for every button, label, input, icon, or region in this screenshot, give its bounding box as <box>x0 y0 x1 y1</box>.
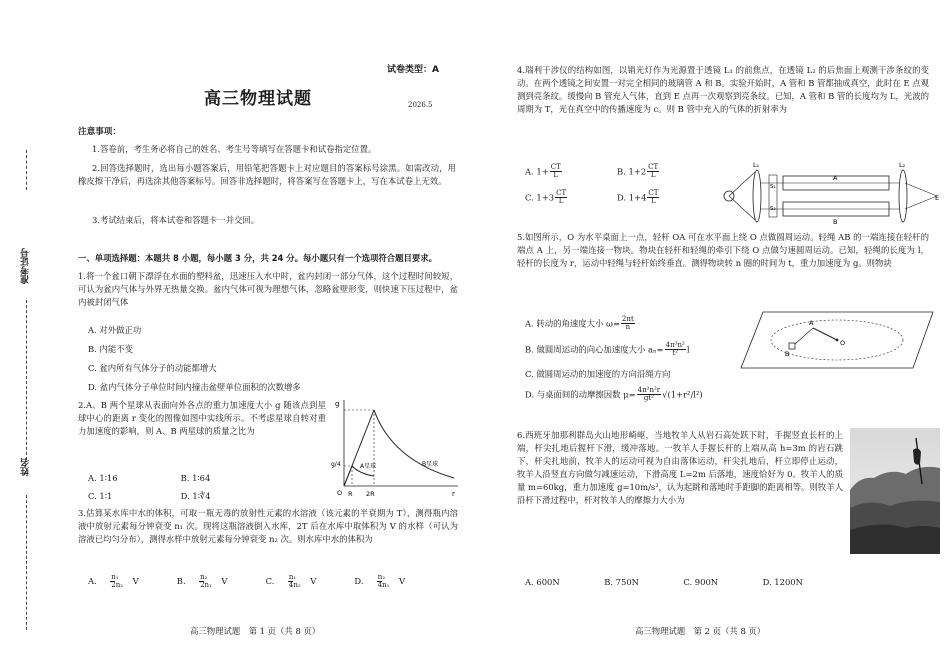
question-3-stem: 3.估算某水库中水的体积，可取一瓶无毒的放射性元素的水溶液（该元素的半衰期为 T），测得瓶内溶液中放射元素每分钟衰变 n₁ 次。现将这瓶溶液倒入水库，2T 后在水库中取体积为 V 的水样（可认为溶液已均匀分布），测得水样中放射元素每分钟衰变 n₂ 次。则水库中水的体积为 <box>78 508 458 545</box>
r-axis-label: r <box>452 490 455 498</box>
divider <box>26 495 27 630</box>
tube-b-label: B <box>833 218 838 226</box>
q5-option-d <box>525 387 785 413</box>
section-heading: 一、单项选择题：本题共 8 小题，每小题 3 分，共 24 分。每小题只有一个选项符合题目要求。 <box>78 253 438 263</box>
ray <box>905 194 940 209</box>
divider <box>26 150 27 190</box>
fraction-denominator: n <box>625 323 631 332</box>
b-planet-label: B星球 <box>422 461 439 468</box>
notice-heading: 注意事项： <box>78 127 121 137</box>
fraction-denominator: 2n₁ <box>200 581 212 590</box>
q1-option-a: A. 对外做正功 <box>88 325 142 335</box>
tube-a-label: A <box>833 174 838 182</box>
notice-item: 2.回答选择题时，选出每小题答案后，用铅笔把答题卡上对应题目的答案标号涂黑。如需改动，用橡皮擦干净后，再选涂其他答案标号。回答非选择题时，将答案写在答题卡上，写在本试卷上无效。 <box>78 163 456 187</box>
student-info-strip <box>12 150 42 630</box>
option-suffix: l <box>686 344 690 355</box>
ray <box>729 196 755 220</box>
notice-item: 1.答卷前，考生务必将自己的姓名、考生号等填写在答题卡和试卷指定位置。 <box>92 144 377 154</box>
q3-option-a <box>88 574 177 590</box>
page-footer: 高三物理试题 第 2 页（共 8 页） <box>635 626 766 636</box>
option-text: A. 转动的角速度大小 ω= <box>525 318 620 329</box>
pivot-o <box>836 339 839 342</box>
lens-l2-label: L₂ <box>899 161 906 169</box>
fraction-numerator: 4π²n² <box>665 341 685 349</box>
option-suffix: V <box>221 576 228 587</box>
fraction <box>637 387 662 403</box>
q6-option-d: D. 1200N <box>762 577 803 587</box>
q2-options-row1 <box>88 472 328 485</box>
option-prefix: A. 1+ <box>525 166 549 177</box>
lens-l1 <box>753 170 761 222</box>
fraction-numerator: 4π²n²r <box>637 386 661 394</box>
q1-option-c: C. 盆内所有气体分子的动能都增大 <box>88 363 217 373</box>
fraction-denominator: gt² <box>643 394 654 403</box>
q6-option-a: A. 600N <box>525 577 560 587</box>
option-prefix: A. <box>88 576 97 587</box>
shepherd-figure <box>913 448 921 464</box>
fraction-denominator: L <box>651 197 656 206</box>
option-text: B. 做圆周运动的向心加速度大小 aₙ= <box>525 344 664 355</box>
block <box>789 343 795 349</box>
question-1-stem: 1.将一个盆口朝下漂浮在水面的塑料盆，迅速压入水中时，盆内封闭一部分气体，这个过程时间较短，可认为盆内气体与外界无热量交换。盆内气体可视为理想气体，忽略盆壁形变，则快速下压过程中，盆内被封闭气体 <box>78 271 458 308</box>
q2-option-c: C. 1∶1 <box>88 491 113 501</box>
q4-option-c <box>525 190 617 216</box>
fraction <box>647 164 659 180</box>
page-title: 高三物理试题 <box>204 89 312 109</box>
question-2-stem: 2.A、B 两个星球从表面向外各点的重力加速度大小 g 随该点到星球中心的距离 r 变化的图像如图中实线所示。不考虑星球自转对重力加速度的影响，则 A、B 两星球的质量之比为 <box>78 400 326 437</box>
q5-table-diagram <box>737 304 937 376</box>
name-label: 姓名 <box>21 458 31 476</box>
rod-oa <box>813 328 837 340</box>
ray <box>729 172 755 196</box>
q6-option-b: B. 750N <box>604 577 639 587</box>
point-e-label: E <box>935 194 940 202</box>
question-6-stem: 6.西班牙加那利群岛火山地形崎岖，当地牧羊人从岩石高处跃下时，手握竖直长杆的上端，杆尖扎地后握杆下滑，缓冲落地。一牧羊人手握长杆的上端从高 h=3m 的岩石跳下，杆尖扎地前，牧羊人的运动可视为自由落体运动，杆尖扎地后，杆立即停止运动，牧羊人沿竖直方向做匀减速运动，下滑高度 L=2m 后落地，速度恰好为 0。牧羊人的质量 m=60kg，重力加速度 g=10m/s²，认为起跳和落地时手距脚的距离相等。则牧羊人沿杆下滑过程中，杆对牧羊人的摩擦力大小为 <box>517 430 843 506</box>
fraction <box>199 574 220 590</box>
exam-date: 2026.5 <box>408 101 433 109</box>
r-tick-1: R <box>348 490 353 498</box>
fraction-denominator: 2n₂ <box>111 581 124 590</box>
q2-option-a: A. 1∶16 <box>88 473 118 483</box>
q1-option-b: B. 内能不变 <box>88 344 133 354</box>
q4-option-d <box>617 190 709 216</box>
exam-id-label: 准考证号 <box>21 248 31 284</box>
q4-option-a <box>525 164 617 190</box>
r-tick-2: 2R <box>366 490 375 498</box>
fraction-numerator: n₂ <box>377 573 386 581</box>
fraction-numerator: CT <box>648 189 659 197</box>
point-o-label: O <box>840 339 846 347</box>
b-planet-outer-curve <box>374 410 454 478</box>
fraction-numerator: CT <box>648 163 659 171</box>
fraction <box>555 190 567 206</box>
slit-s2-label: S₂ <box>770 206 776 212</box>
lens-l2 <box>899 170 907 222</box>
q3-option-b <box>177 574 266 590</box>
a-planet-inner-line <box>344 466 352 486</box>
q6-options <box>525 576 855 589</box>
fraction-denominator: L <box>553 171 559 180</box>
paper-type: 试卷类型：A <box>387 65 439 75</box>
fraction-numerator: CT <box>550 163 561 171</box>
point-b-label: B <box>785 350 790 358</box>
fraction-denominator: 4n₁ <box>377 581 390 590</box>
fraction <box>550 164 562 180</box>
fraction-denominator: t² <box>672 349 679 358</box>
q4-interferometer-diagram <box>715 158 945 228</box>
fraction <box>665 342 686 358</box>
fraction-denominator: L <box>650 171 656 180</box>
q2-graph <box>330 396 462 500</box>
q3-option-d <box>354 574 443 590</box>
fraction-numerator: n₁ <box>288 573 297 581</box>
fraction <box>288 574 309 590</box>
q3-option-c <box>266 574 355 590</box>
fraction <box>110 574 131 590</box>
fraction-numerator: CT <box>556 189 567 197</box>
ray <box>905 183 937 196</box>
page-footer: 高三物理试题 第 1 页（共 8 页） <box>190 626 321 636</box>
fraction-numerator: n₁ <box>111 573 119 581</box>
fraction-numerator: n₂ <box>200 573 208 581</box>
option-suffix: V <box>132 576 139 587</box>
fraction-denominator: L <box>558 197 564 206</box>
fraction <box>647 190 659 206</box>
foreground-brush <box>850 524 940 554</box>
option-suffix: √(1+r²/l²) <box>662 389 703 400</box>
q2-option-b: B. 1∶64 <box>180 473 211 483</box>
option-text: D. 与桌面间的动摩擦因数 μ= <box>525 389 636 400</box>
rope-ab <box>795 328 813 344</box>
option-suffix: V <box>310 576 317 587</box>
option-prefix: D. 1+4 <box>617 192 647 203</box>
fraction <box>377 574 398 590</box>
notice-item: 3.考试结束后，将本试卷和答题卡一并交回。 <box>92 215 260 225</box>
g-quarter-label: g/4 <box>331 461 341 468</box>
origin-label: O <box>337 489 343 497</box>
point-a-label: A <box>809 319 814 327</box>
fraction <box>621 316 635 332</box>
option-prefix: C. 1+3 <box>525 192 555 203</box>
option-prefix: D. <box>354 576 364 587</box>
question-5-stem: 5.如图所示，O 为水平桌面上一点，轻杆 OA 可在水平面上绕 O 点做圆周运动。轻绳 AB 的一端连接在轻杆的端点 A 上，另一端连接一物块。物块在轻杆和轻绳的牵引下绕 O 点做匀速圆周运动。已知，轻绳的长度为 l，轻杆的长度为 r，运动中轻绳与轻杆始终垂直。测得物块转 n 圈的时间为 t，重力加速度为 g。则物块 <box>517 232 929 269</box>
option-text: C. 做圆周运动的加速度的方向沿绳方向 <box>525 369 671 379</box>
q3-options <box>88 574 458 590</box>
option-prefix: B. <box>176 576 186 587</box>
q2-option-d: D. 1∶∜4 <box>180 491 211 501</box>
g-axis-label: g <box>335 400 340 408</box>
page-2 <box>475 0 950 663</box>
q4-options <box>525 164 725 216</box>
divider <box>26 300 27 460</box>
option-prefix: C. <box>265 576 275 587</box>
lens-l1-label: L₁ <box>753 161 760 169</box>
question-4-stem: 4.瑞利干涉仪的结构如图，以销光灯作为光源置于透镜 L₁ 的前焦点，在透镜 L₂ 的后焦面上观测干涉条纹的变动。在两个透镜之间安置一对完全相同的玻璃管 A 和 B。实验开始时，A 管和 B 管都抽成真空，此时在 E 点观测到亮条纹。缓慢向 B 管充入气体，直到 E 点再一次观察到亮条纹。已知，A 管和 B 管的长度均为 L，光波的周期为 T，光在真空中的传播速度为 c。则 B 管中充入的气体的折射率为 <box>517 65 929 115</box>
option-prefix: B. 1+2 <box>617 166 647 177</box>
q6-option-c: C. 900N <box>683 577 719 587</box>
q4-option-b <box>617 164 709 190</box>
shepherd-photo <box>850 428 940 554</box>
q2-options-row2 <box>88 490 328 503</box>
slit-s1-label: S₁ <box>770 184 776 190</box>
q1-option-d: D. 盆内气体分子单位时间内撞击盆壁单位面积的次数增多 <box>88 382 301 392</box>
a-planet-label: A星球 <box>360 463 377 470</box>
fraction-numerator: 2πt <box>621 315 634 323</box>
option-suffix: V <box>398 576 406 587</box>
fraction-denominator: 4n₂ <box>288 581 301 590</box>
